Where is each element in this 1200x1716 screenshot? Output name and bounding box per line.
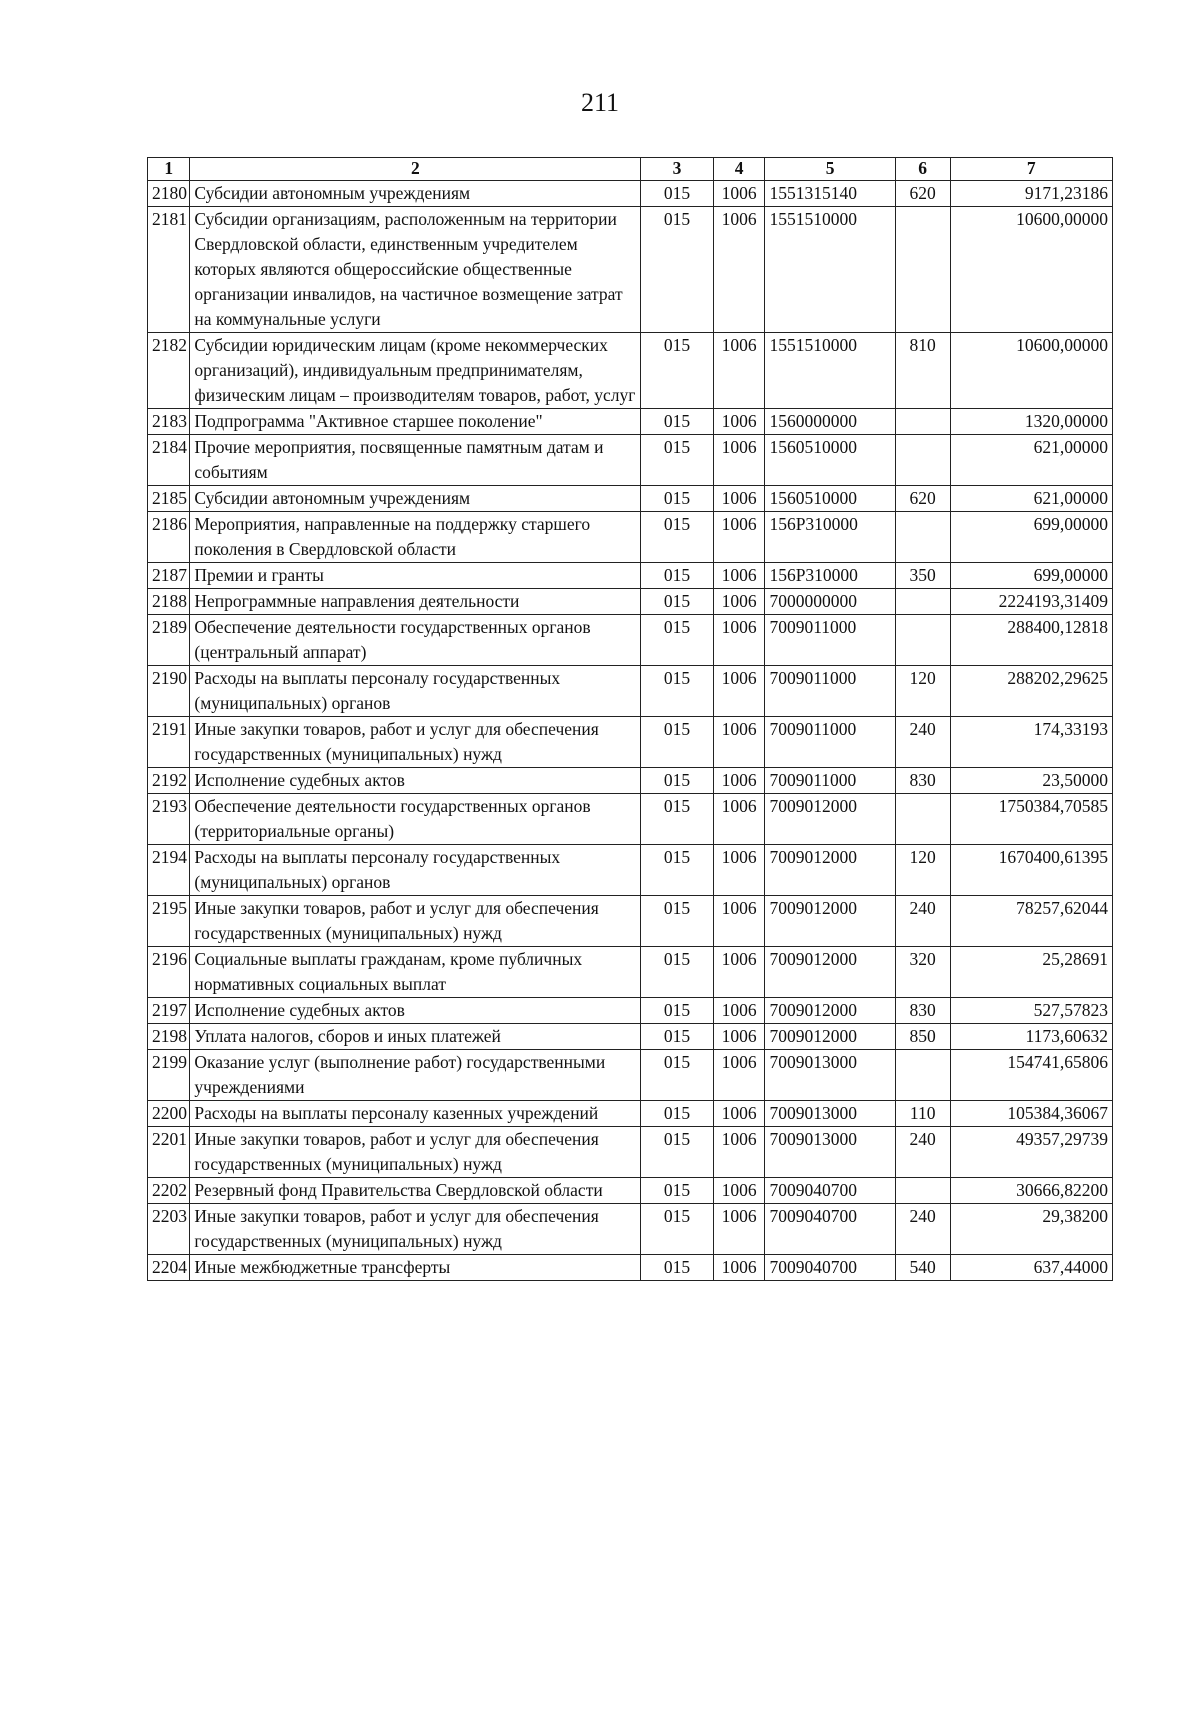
- row-number: 2181: [148, 207, 190, 333]
- row-col-5: 7009040700: [765, 1178, 895, 1204]
- row-col-5: 7009012000: [765, 1024, 895, 1050]
- table-row: [148, 486, 1113, 512]
- row-amount: 23,50000: [950, 768, 1112, 794]
- row-col-5: 7009011000: [765, 768, 895, 794]
- table-row: [148, 1024, 1113, 1050]
- row-col-3: 015: [641, 512, 713, 563]
- row-col-4: 1006: [713, 1255, 765, 1281]
- row-name: Прочие мероприятия, посвященные памятным датам и событиям: [190, 435, 641, 486]
- row-col-6: 240: [895, 717, 950, 768]
- row-col-4: 1006: [713, 1101, 765, 1127]
- row-col-4: 1006: [713, 512, 765, 563]
- row-amount: 699,00000: [950, 512, 1112, 563]
- row-col-3: 015: [641, 486, 713, 512]
- row-amount: 621,00000: [950, 486, 1112, 512]
- row-col-5: 1551510000: [765, 333, 895, 409]
- row-name: Исполнение судебных актов: [190, 998, 641, 1024]
- table-row: [148, 1101, 1113, 1127]
- row-number: 2202: [148, 1178, 190, 1204]
- row-name: Иные закупки товаров, работ и услуг для обеспечения государственных (муниципальных) нужд: [190, 1127, 641, 1178]
- table-row: [148, 947, 1113, 998]
- table-row: [148, 409, 1113, 435]
- page-number: 211: [580, 88, 620, 117]
- row-col-3: 015: [641, 717, 713, 768]
- row-name: Премии и гранты: [190, 563, 641, 589]
- row-col-4: 1006: [713, 486, 765, 512]
- table-row: [148, 512, 1113, 563]
- row-col-5: 1560510000: [765, 435, 895, 486]
- row-col-3: 015: [641, 1127, 713, 1178]
- row-number: 2183: [148, 409, 190, 435]
- row-name: Непрограммные направления деятельности: [190, 589, 641, 615]
- row-number: 2199: [148, 1050, 190, 1101]
- row-name: Иные закупки товаров, работ и услуг для обеспечения государственных (муниципальных) нужд: [190, 717, 641, 768]
- row-name: Расходы на выплаты персоналу казенных учреждений: [190, 1101, 641, 1127]
- row-col-6: [895, 1178, 950, 1204]
- row-col-6: [895, 1050, 950, 1101]
- row-col-5: 1560510000: [765, 486, 895, 512]
- row-amount: 10600,00000: [950, 207, 1112, 333]
- row-col-5: 156P310000: [765, 512, 895, 563]
- row-name: Оказание услуг (выполнение работ) государственными учреждениями: [190, 1050, 641, 1101]
- row-number: 2185: [148, 486, 190, 512]
- row-amount: 2224193,31409: [950, 589, 1112, 615]
- row-col-4: 1006: [713, 947, 765, 998]
- row-name: Исполнение судебных актов: [190, 768, 641, 794]
- row-name: Субсидии организациям, расположенным на территории Свердловской области, единственным учредителем которых являются общероссийские общественные организации инвалидов, на частичное возмещение затрат на коммунальные услуги: [190, 207, 641, 333]
- header-row: [148, 158, 1113, 181]
- row-col-6: 540: [895, 1255, 950, 1281]
- table-row: [148, 615, 1113, 666]
- row-col-5: 7009011000: [765, 666, 895, 717]
- row-col-5: 7000000000: [765, 589, 895, 615]
- row-name: Расходы на выплаты персоналу государственных (муниципальных) органов: [190, 845, 641, 896]
- table-row: [148, 666, 1113, 717]
- budget-table: [147, 157, 1113, 1281]
- row-col-3: 015: [641, 409, 713, 435]
- row-amount: 621,00000: [950, 435, 1112, 486]
- row-col-3: 015: [641, 207, 713, 333]
- row-col-6: [895, 615, 950, 666]
- row-col-6: [895, 794, 950, 845]
- row-col-3: 015: [641, 998, 713, 1024]
- table-row: [148, 589, 1113, 615]
- header-col-3: 3: [641, 158, 713, 181]
- row-col-5: 7009013000: [765, 1127, 895, 1178]
- row-col-3: 015: [641, 1204, 713, 1255]
- row-col-3: 015: [641, 181, 713, 207]
- table-row: [148, 998, 1113, 1024]
- row-number: 2201: [148, 1127, 190, 1178]
- row-number: 2203: [148, 1204, 190, 1255]
- row-col-5: 1551315140: [765, 181, 895, 207]
- row-col-5: 7009011000: [765, 717, 895, 768]
- row-name: Расходы на выплаты персоналу государственных (муниципальных) органов: [190, 666, 641, 717]
- row-number: 2200: [148, 1101, 190, 1127]
- row-col-4: 1006: [713, 845, 765, 896]
- row-col-4: 1006: [713, 998, 765, 1024]
- header-col-2: 2: [190, 158, 641, 181]
- row-col-5: 7009012000: [765, 896, 895, 947]
- row-amount: 25,28691: [950, 947, 1112, 998]
- row-amount: 1670400,61395: [950, 845, 1112, 896]
- table-row: [148, 768, 1113, 794]
- row-col-6: 810: [895, 333, 950, 409]
- row-col-5: 7009013000: [765, 1050, 895, 1101]
- row-col-4: 1006: [713, 207, 765, 333]
- row-number: 2194: [148, 845, 190, 896]
- table-row: [148, 1050, 1113, 1101]
- table-row: [148, 435, 1113, 486]
- row-name: Обеспечение деятельности государственных органов (территориальные органы): [190, 794, 641, 845]
- row-col-5: 7009040700: [765, 1255, 895, 1281]
- row-col-6: 320: [895, 947, 950, 998]
- row-amount: 105384,36067: [950, 1101, 1112, 1127]
- row-number: 2204: [148, 1255, 190, 1281]
- row-col-6: [895, 589, 950, 615]
- row-amount: 288202,29625: [950, 666, 1112, 717]
- row-col-4: 1006: [713, 896, 765, 947]
- row-col-4: 1006: [713, 717, 765, 768]
- header-col-4: 4: [713, 158, 765, 181]
- row-col-5: 7009040700: [765, 1204, 895, 1255]
- row-number: 2187: [148, 563, 190, 589]
- table-row: [148, 1178, 1113, 1204]
- header-col-7: 7: [950, 158, 1112, 181]
- row-number: 2182: [148, 333, 190, 409]
- row-col-5: 7009012000: [765, 845, 895, 896]
- table-row: [148, 1255, 1113, 1281]
- row-amount: 49357,29739: [950, 1127, 1112, 1178]
- row-col-3: 015: [641, 947, 713, 998]
- table-row: [148, 333, 1113, 409]
- row-col-3: 015: [641, 768, 713, 794]
- row-col-4: 1006: [713, 1127, 765, 1178]
- row-col-3: 015: [641, 1050, 713, 1101]
- row-amount: 699,00000: [950, 563, 1112, 589]
- row-amount: 29,38200: [950, 1204, 1112, 1255]
- row-col-6: 240: [895, 896, 950, 947]
- row-col-6: [895, 435, 950, 486]
- row-col-3: 015: [641, 589, 713, 615]
- row-col-6: 120: [895, 666, 950, 717]
- row-name: Иные закупки товаров, работ и услуг для обеспечения государственных (муниципальных) нужд: [190, 1204, 641, 1255]
- row-col-6: 350: [895, 563, 950, 589]
- row-amount: 154741,65806: [950, 1050, 1112, 1101]
- row-col-3: 015: [641, 896, 713, 947]
- header-col-6: 6: [895, 158, 950, 181]
- row-col-5: 7009013000: [765, 1101, 895, 1127]
- row-amount: 1320,00000: [950, 409, 1112, 435]
- row-number: 2188: [148, 589, 190, 615]
- row-name: Обеспечение деятельности государственных органов (центральный аппарат): [190, 615, 641, 666]
- row-col-3: 015: [641, 615, 713, 666]
- table-header: [148, 158, 1113, 181]
- row-name: Субсидии автономным учреждениям: [190, 181, 641, 207]
- row-col-6: 240: [895, 1127, 950, 1178]
- table-row: [148, 1204, 1113, 1255]
- row-col-4: 1006: [713, 563, 765, 589]
- table-row: [148, 207, 1113, 333]
- row-name: Подпрограмма "Активное старшее поколение": [190, 409, 641, 435]
- row-col-6: 620: [895, 486, 950, 512]
- table-row: [148, 794, 1113, 845]
- row-amount: 10600,00000: [950, 333, 1112, 409]
- row-number: 2186: [148, 512, 190, 563]
- row-name: Субсидии автономным учреждениям: [190, 486, 641, 512]
- row-amount: 174,33193: [950, 717, 1112, 768]
- row-col-6: 830: [895, 768, 950, 794]
- row-col-4: 1006: [713, 1178, 765, 1204]
- row-col-5: 156P310000: [765, 563, 895, 589]
- table-row: [148, 896, 1113, 947]
- row-col-6: 620: [895, 181, 950, 207]
- row-col-4: 1006: [713, 435, 765, 486]
- row-name: Иные закупки товаров, работ и услуг для обеспечения государственных (муниципальных) нужд: [190, 896, 641, 947]
- row-col-4: 1006: [713, 615, 765, 666]
- row-col-4: 1006: [713, 794, 765, 845]
- row-amount: 1750384,70585: [950, 794, 1112, 845]
- row-col-3: 015: [641, 333, 713, 409]
- row-number: 2189: [148, 615, 190, 666]
- row-name: Социальные выплаты гражданам, кроме публичных нормативных социальных выплат: [190, 947, 641, 998]
- row-col-5: 7009012000: [765, 794, 895, 845]
- row-col-5: 1551510000: [765, 207, 895, 333]
- row-name: Уплата налогов, сборов и иных платежей: [190, 1024, 641, 1050]
- row-col-3: 015: [641, 666, 713, 717]
- row-amount: 30666,82200: [950, 1178, 1112, 1204]
- row-col-6: 240: [895, 1204, 950, 1255]
- row-col-4: 1006: [713, 409, 765, 435]
- row-col-4: 1006: [713, 1024, 765, 1050]
- row-col-4: 1006: [713, 768, 765, 794]
- row-name: Субсидии юридическим лицам (кроме некоммерческих организаций), индивидуальным предпринимателям, физическим лицам – производителям товаров, работ, услуг: [190, 333, 641, 409]
- row-col-6: 110: [895, 1101, 950, 1127]
- row-amount: 78257,62044: [950, 896, 1112, 947]
- row-col-6: 830: [895, 998, 950, 1024]
- row-col-3: 015: [641, 1178, 713, 1204]
- header-col-5: 5: [765, 158, 895, 181]
- row-col-4: 1006: [713, 666, 765, 717]
- row-number: 2191: [148, 717, 190, 768]
- table-row: [148, 717, 1113, 768]
- row-col-6: [895, 207, 950, 333]
- row-col-3: 015: [641, 563, 713, 589]
- row-col-3: 015: [641, 794, 713, 845]
- table-row: [148, 845, 1113, 896]
- table-row: [148, 563, 1113, 589]
- table-row: [148, 1127, 1113, 1178]
- row-number: 2196: [148, 947, 190, 998]
- row-name: Иные межбюджетные трансферты: [190, 1255, 641, 1281]
- row-number: 2180: [148, 181, 190, 207]
- table-body: [148, 181, 1113, 1281]
- row-col-3: 015: [641, 1024, 713, 1050]
- row-col-3: 015: [641, 1101, 713, 1127]
- row-name: Мероприятия, направленные на поддержку старшего поколения в Свердловской области: [190, 512, 641, 563]
- row-col-6: [895, 512, 950, 563]
- row-amount: 1173,60632: [950, 1024, 1112, 1050]
- row-col-6: 850: [895, 1024, 950, 1050]
- row-number: 2198: [148, 1024, 190, 1050]
- row-col-4: 1006: [713, 333, 765, 409]
- row-number: 2193: [148, 794, 190, 845]
- row-col-3: 015: [641, 1255, 713, 1281]
- row-col-4: 1006: [713, 1204, 765, 1255]
- row-col-5: 7009012000: [765, 998, 895, 1024]
- row-amount: 527,57823: [950, 998, 1112, 1024]
- row-col-4: 1006: [713, 181, 765, 207]
- row-col-4: 1006: [713, 589, 765, 615]
- row-col-5: 7009011000: [765, 615, 895, 666]
- row-col-3: 015: [641, 435, 713, 486]
- row-col-4: 1006: [713, 1050, 765, 1101]
- row-col-5: 1560000000: [765, 409, 895, 435]
- row-name: Резервный фонд Правительства Свердловской области: [190, 1178, 641, 1204]
- row-col-6: [895, 409, 950, 435]
- row-amount: 9171,23186: [950, 181, 1112, 207]
- row-col-6: 120: [895, 845, 950, 896]
- header-col-1: 1: [148, 158, 190, 181]
- row-amount: 637,44000: [950, 1255, 1112, 1281]
- row-number: 2192: [148, 768, 190, 794]
- row-number: 2197: [148, 998, 190, 1024]
- row-amount: 288400,12818: [950, 615, 1112, 666]
- table-row: [148, 181, 1113, 207]
- row-number: 2184: [148, 435, 190, 486]
- row-col-3: 015: [641, 845, 713, 896]
- row-number: 2190: [148, 666, 190, 717]
- row-col-5: 7009012000: [765, 947, 895, 998]
- row-number: 2195: [148, 896, 190, 947]
